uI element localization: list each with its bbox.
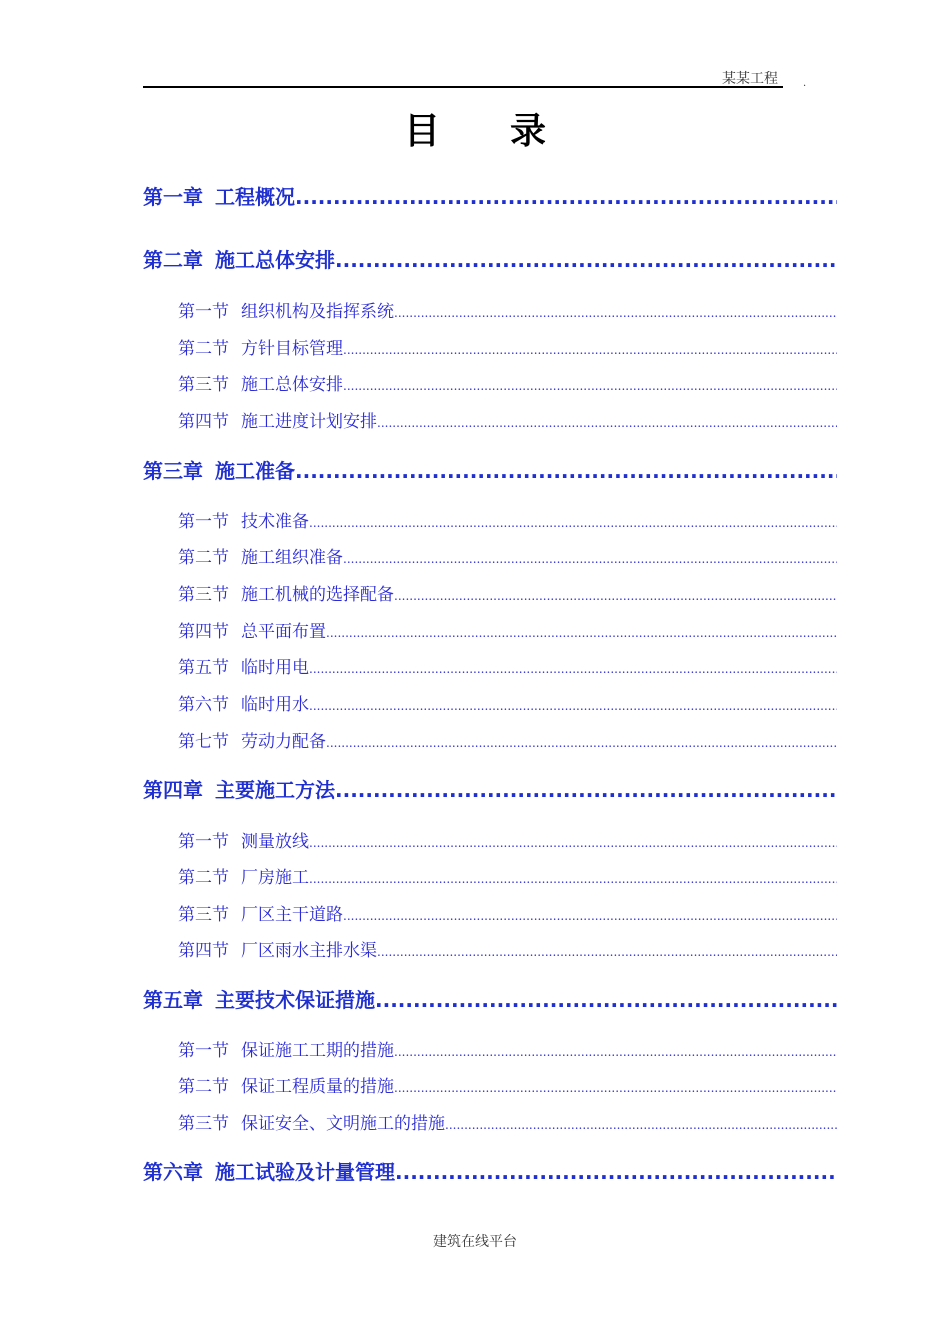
toc-dot-leader — [377, 416, 837, 430]
toc-entry-text: 主要施工方法 — [215, 778, 335, 802]
toc-entry-text: 施工组织准备 — [241, 548, 343, 567]
toc-entry-text: 方针目标管理 — [241, 339, 343, 358]
toc-entry-number: 第七节 — [178, 732, 229, 751]
toc-dot-leader — [394, 306, 837, 320]
toc-entry-number: 第五章 — [143, 988, 203, 1012]
toc-entry-number: 第二节 — [178, 548, 229, 567]
toc-dot-leader — [445, 1118, 837, 1132]
toc-entry-text: 保证工程质量的措施 — [241, 1077, 394, 1096]
header-text: 某某工程 — [722, 71, 778, 87]
toc-section[interactable] — [178, 936, 837, 960]
toc-section[interactable] — [178, 407, 837, 431]
toc-entry-number: 第一节 — [178, 302, 229, 321]
toc-dot-leader — [394, 1081, 837, 1095]
toc-entry-text: 厂区主干道路 — [241, 905, 343, 924]
toc-section[interactable] — [178, 1072, 837, 1096]
toc-entry-text: 施工进度计划安排 — [241, 412, 377, 431]
toc-dot-leader — [309, 662, 837, 676]
toc-dot-leader — [295, 185, 837, 209]
toc-section[interactable] — [178, 370, 837, 394]
toc-entry-number: 第四节 — [178, 412, 229, 431]
toc-dot-leader — [343, 379, 837, 393]
toc-entry-text: 主要技术保证措施 — [215, 988, 375, 1012]
toc-chapter[interactable] — [143, 455, 837, 485]
toc-section[interactable] — [178, 507, 837, 531]
toc-entry-number: 第三节 — [178, 1114, 229, 1133]
toc-dot-leader — [309, 699, 837, 713]
toc-entry-text: 施工试验及计量管理 — [215, 1160, 395, 1184]
toc-dot-leader — [343, 343, 837, 357]
toc-entry-number: 第三节 — [178, 905, 229, 924]
toc-entry-number: 第二节 — [178, 868, 229, 887]
toc-dot-leader — [395, 1160, 837, 1184]
toc-entry-number: 第二节 — [178, 1077, 229, 1096]
toc-dot-leader — [326, 736, 837, 750]
page-footer: 建筑在线平台 — [433, 1234, 517, 1250]
toc-dot-leader — [295, 459, 837, 483]
toc-entry-number: 第一节 — [178, 1041, 229, 1060]
toc-entry-number: 第一节 — [178, 832, 229, 851]
toc-entry-text: 组织机构及指挥系统 — [241, 302, 394, 321]
toc-dot-leader — [375, 988, 837, 1012]
toc-entry-number: 第四节 — [178, 622, 229, 641]
toc-section[interactable] — [178, 900, 837, 924]
toc-entry-text: 施工总体安排 — [215, 248, 335, 272]
toc-section[interactable] — [178, 297, 837, 321]
toc-entry-text: 总平面布置 — [241, 622, 326, 641]
toc-entry-text: 保证施工工期的措施 — [241, 1041, 394, 1060]
toc-entry-number: 第四节 — [178, 941, 229, 960]
toc-entry-number: 第三节 — [178, 585, 229, 604]
page-header — [143, 66, 783, 88]
toc-entry-text: 保证安全、文明施工的措施 — [241, 1114, 445, 1133]
toc-entry-text: 施工总体安排 — [241, 375, 343, 394]
toc-chapter[interactable] — [143, 1156, 837, 1186]
toc-entry-number: 第一节 — [178, 512, 229, 531]
toc-entry-number: 第六章 — [143, 1160, 203, 1184]
toc-entry-number: 第五节 — [178, 658, 229, 677]
toc-chapter[interactable] — [143, 181, 837, 211]
toc-section[interactable] — [178, 543, 837, 567]
header-dot: . — [803, 78, 807, 89]
toc-entry-number: 第二节 — [178, 339, 229, 358]
toc-entry-text: 临时用电 — [241, 658, 309, 677]
toc-chapter[interactable] — [143, 984, 837, 1014]
toc-section[interactable] — [178, 653, 837, 677]
toc-dot-leader — [335, 248, 837, 272]
toc-chapter[interactable] — [143, 244, 837, 274]
toc-entry-text: 施工准备 — [215, 459, 295, 483]
toc-entry-number: 第三章 — [143, 459, 203, 483]
toc-dot-leader — [394, 1045, 837, 1059]
toc-section[interactable] — [178, 727, 837, 751]
toc-dot-leader — [335, 778, 837, 802]
toc-dot-leader — [309, 836, 837, 850]
toc-dot-leader — [309, 872, 837, 886]
toc-dot-leader — [343, 909, 837, 923]
toc-section[interactable] — [178, 580, 837, 604]
toc-entry-text: 测量放线 — [241, 832, 309, 851]
toc-entry-text: 临时用水 — [241, 695, 309, 714]
toc-dot-leader — [309, 516, 837, 530]
toc-entry-text: 施工机械的选择配备 — [241, 585, 394, 604]
toc-entry-text: 厂区雨水主排水渠 — [241, 941, 377, 960]
toc-entry-text: 技术准备 — [241, 512, 309, 531]
toc-entry-number: 第六节 — [178, 695, 229, 714]
toc-title: 目录 — [403, 111, 616, 152]
toc-entry-number: 第四章 — [143, 778, 203, 802]
toc-dot-leader — [326, 626, 837, 640]
toc-section[interactable] — [178, 827, 837, 851]
toc-section[interactable] — [178, 334, 837, 358]
toc-entry-text: 工程概况 — [215, 185, 295, 209]
toc-section[interactable] — [178, 1036, 837, 1060]
toc-section[interactable] — [178, 617, 837, 641]
toc-entry-number: 第三节 — [178, 375, 229, 394]
toc-section[interactable] — [178, 863, 837, 887]
toc-entry-number: 第一章 — [143, 185, 203, 209]
toc-section[interactable] — [178, 1109, 837, 1133]
toc-dot-leader — [377, 945, 837, 959]
toc-dot-leader — [343, 552, 837, 566]
toc-entry-text: 劳动力配备 — [241, 732, 326, 751]
toc-dot-leader — [394, 589, 837, 603]
toc-entry-text: 厂房施工 — [241, 868, 309, 887]
toc-chapter[interactable] — [143, 774, 837, 804]
toc-section[interactable] — [178, 690, 837, 714]
toc-entry-number: 第二章 — [143, 248, 203, 272]
